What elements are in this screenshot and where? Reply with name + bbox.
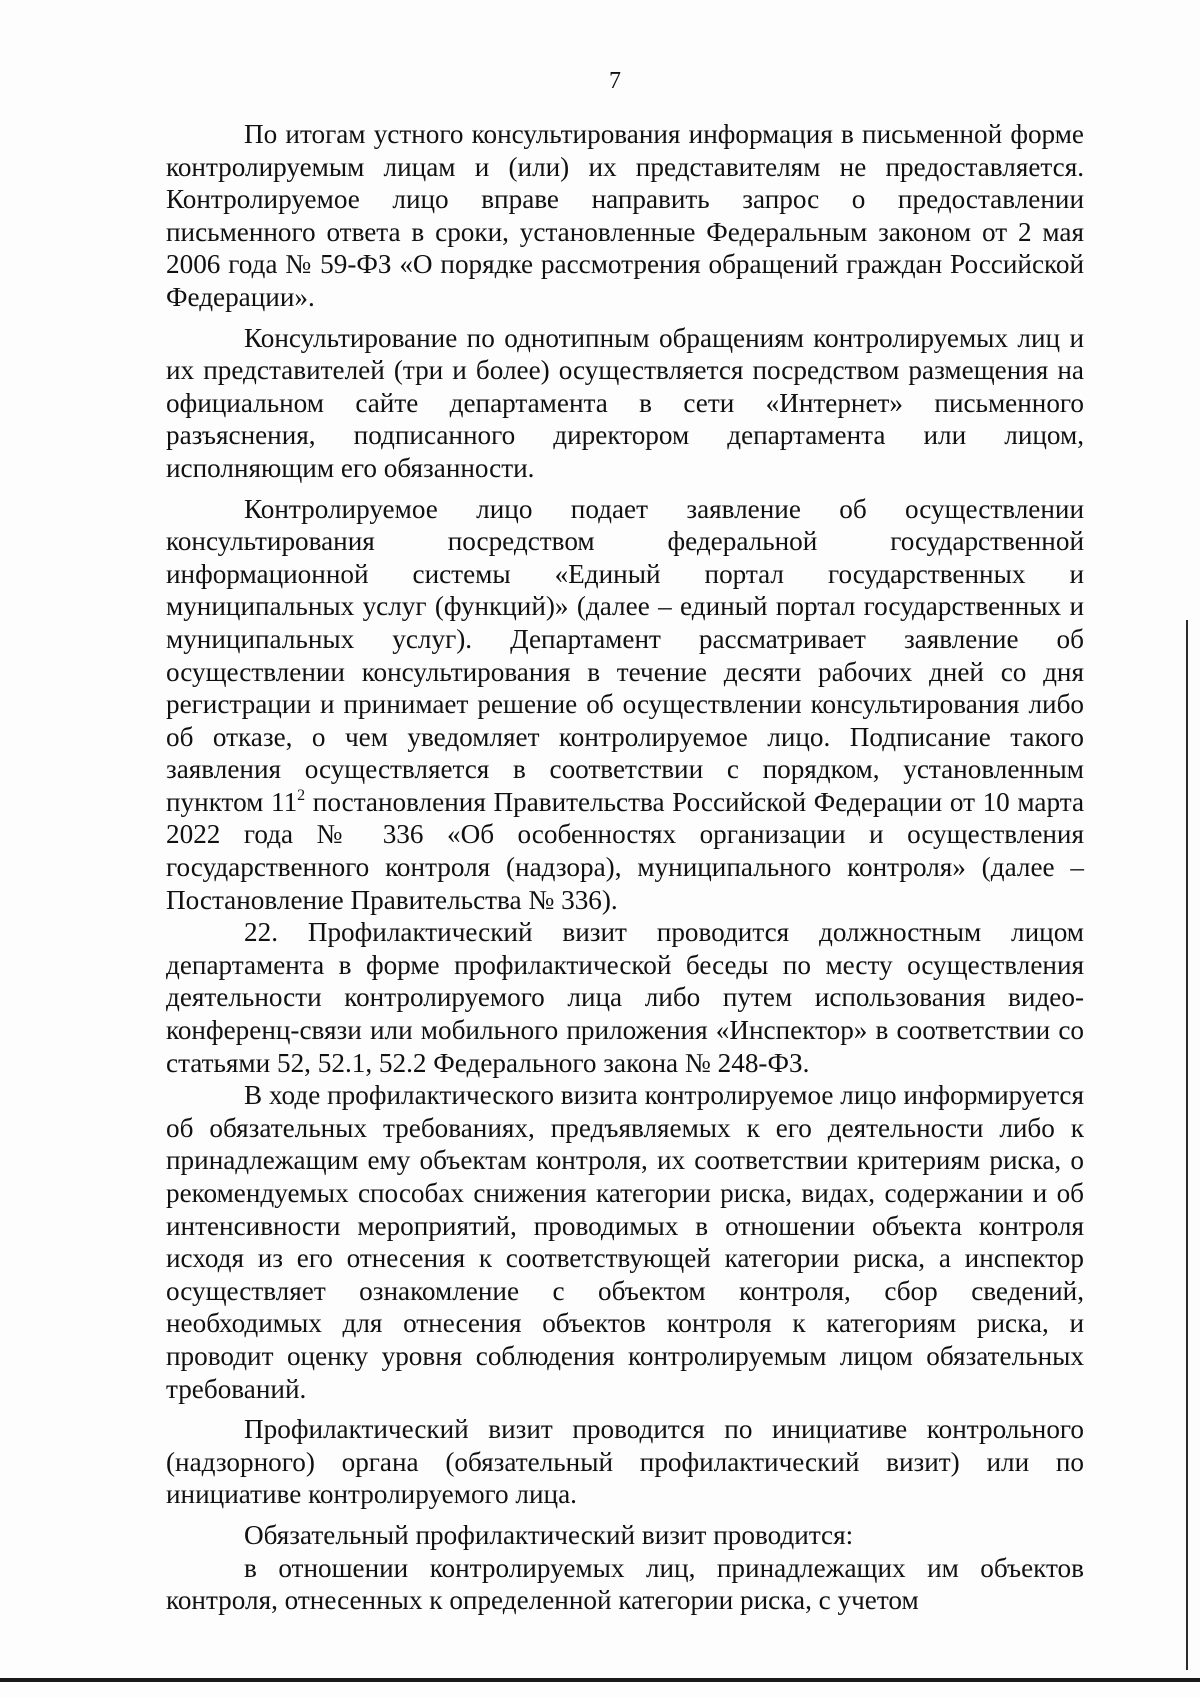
paragraph-visit-content: В ходе профилактического визита контролируемое лицо информируется об обязательных требованиях, предъявляемых к его деятельности либо к принадлежащим ему объектам контроля, их соответствии критериям риска, о рекомендуемых способах снижения категории риска, видах, содержании и об интенсивности мероприятий, проводимых в отношении объекта контроля исходя из его отнесения к соответствующей категории риска, а инспектор осуществляет ознакомление с объектом контроля, сбор сведений, необходимых для отнесения объектов контроля к категориям риска, и проводит оценку уровня соблюдения контролируемым лицом обязательных требований. xyxy=(166,1080,1084,1404)
paragraph-consultation-application xyxy=(166,493,1084,917)
scan-bottom-edge-line xyxy=(0,1678,1200,1682)
paragraph-mandatory-visit-heading: Обязательный профилактический визит проводится: xyxy=(244,1519,854,1550)
superscript-clause-number: 2 xyxy=(297,786,306,804)
paragraph-item-22-preventive-visit: 22. Профилактический визит проводится должностным лицом департамента в форме профилактической беседы по месту осуществления деятельности контролируемого лица либо путем использования видео-конференц-связи или мобильного приложения «Инспектор» в соответствии со статьями 52, 52.1, 52.2 Федерального закона № 248-ФЗ. xyxy=(166,917,1084,1078)
document-body xyxy=(166,118,1084,1617)
paragraph-mandatory-visit-cases: в отношении контролируемых лиц, принадлежащих им объектов контроля, отнесенных к определенной категории риска, с учетом xyxy=(166,1552,1084,1616)
paragraph-oral-consultation-result: По итогам устного консультирования информация в письменной форме контролируемым лицам и (или) их представителям не предоставляется. Контролируемое лицо вправе направить запрос о предоставлении письменного ответа в сроки, установленные Федеральным законом от 2 мая 2006 года № 59-ФЗ «О порядке рассмотрения обращений граждан Российской Федерации». xyxy=(166,119,1084,312)
paragraph-visit-initiative: Профилактический визит проводится по инициативе контрольного (надзорного) органа (обязательный профилактический визит) или по инициативе контролируемого лица. xyxy=(166,1414,1084,1510)
page-number: 7 xyxy=(609,68,621,94)
paragraph-same-type-requests: Консультирование по однотипным обращениям контролируемых лиц и их представителей (три и более) осуществляется посредством размещения на официальном сайте департамента в сети «Интернет» письменного разъяснения, подписанного директором департамента или лицом, исполняющим его обязанности. xyxy=(166,322,1084,483)
paragraph-consultation-application-part1: Контролируемое лицо подает заявление об осуществлении консультирования посредством федеральной государственной информационной системы «Единый портал государственных и муниципальных услуг (функций)» (далее – единый портал государственных и муниципальных услуг). Департамент рассматривает заявление об осуществлении консультирования в течение десяти рабочих дней со дня регистрации и принимает решение об осуществлении консультирования либо об отказе, о чем уведомляет контролируемое лицо. Подписание такого заявления осуществляется в соответствии с порядком, установленным пунктом 11 xyxy=(166,493,1084,817)
scan-right-edge-line xyxy=(1186,620,1188,1670)
paragraph-consultation-application-part2: постановления Правительства Российской Федерации от 10 марта 2022 года № 336 «Об особенностях организации и осуществления государственного контроля (надзора), муниципального контроля» (далее – Постановление Правительства № 336). xyxy=(166,786,1085,915)
